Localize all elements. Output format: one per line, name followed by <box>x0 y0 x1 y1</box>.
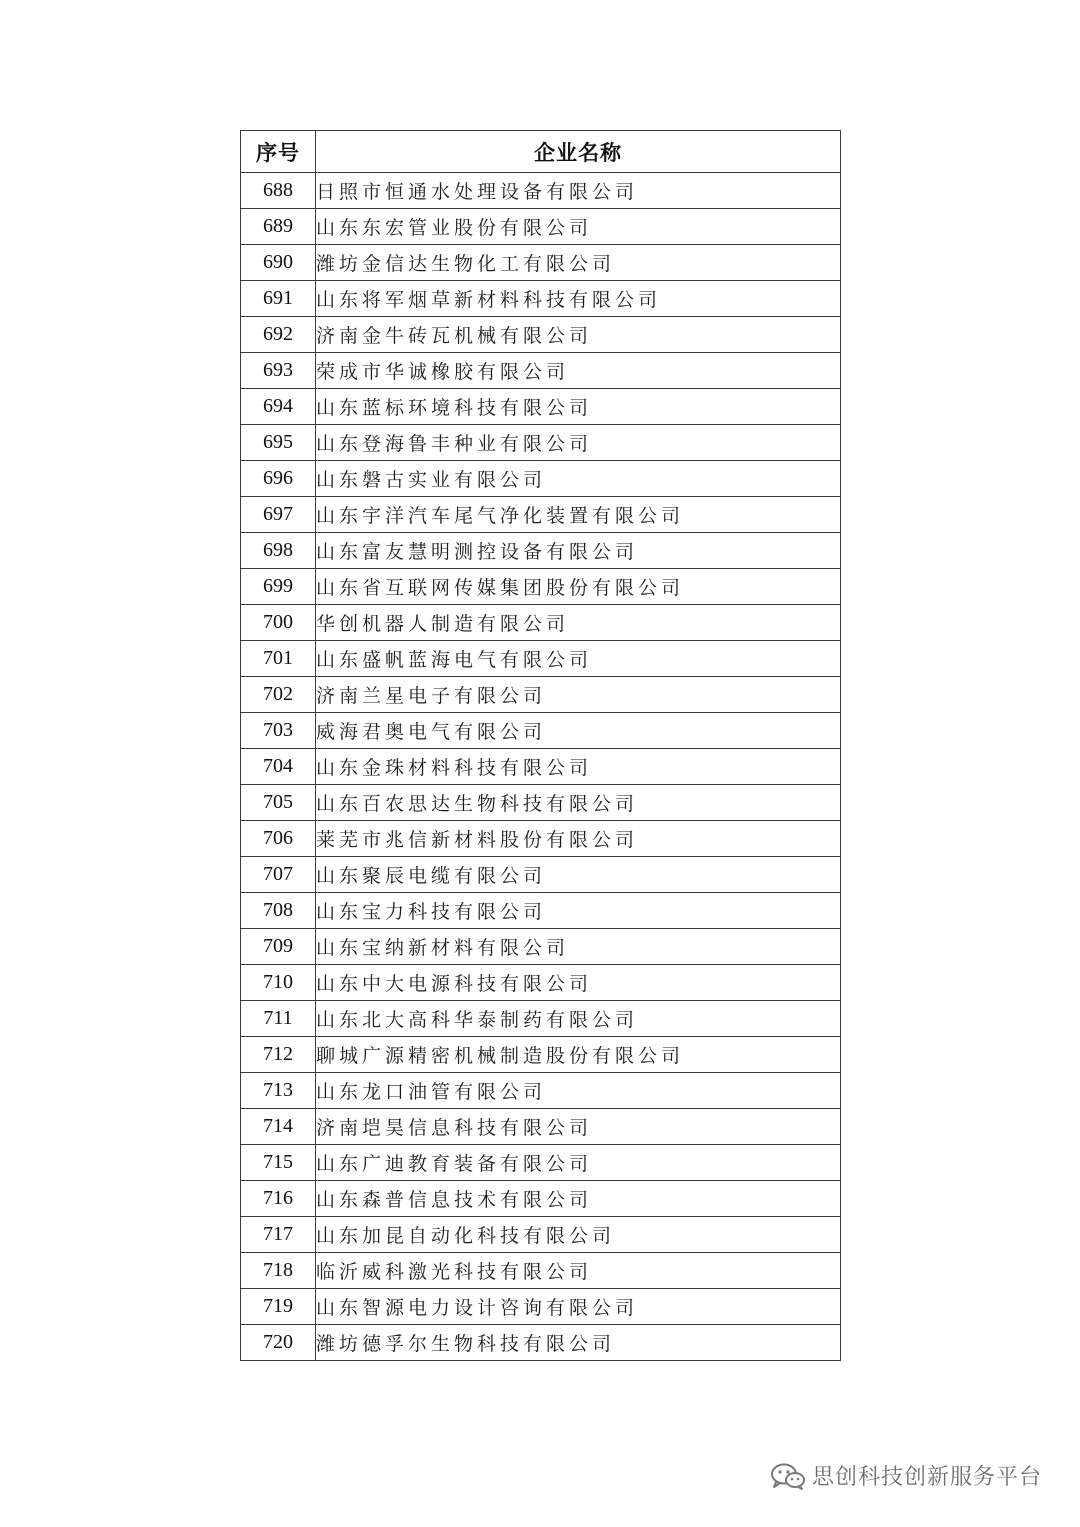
row-company-name: 日照市恒通水处理设备有限公司 <box>316 173 841 209</box>
table-row <box>241 821 841 857</box>
row-company-name: 潍坊金信达生物化工有限公司 <box>316 245 841 281</box>
row-index: 718 <box>241 1253 316 1289</box>
row-company-name: 山东磐古实业有限公司 <box>316 461 841 497</box>
table-row <box>241 497 841 533</box>
row-index: 715 <box>241 1145 316 1181</box>
table-row <box>241 353 841 389</box>
row-index: 689 <box>241 209 316 245</box>
table-row <box>241 281 841 317</box>
table-row <box>241 749 841 785</box>
row-company-name: 山东省互联网传媒集团股份有限公司 <box>316 569 841 605</box>
row-index: 695 <box>241 425 316 461</box>
table-row <box>241 857 841 893</box>
row-company-name: 威海君奥电气有限公司 <box>316 713 841 749</box>
row-index: 719 <box>241 1289 316 1325</box>
row-index: 701 <box>241 641 316 677</box>
table-row <box>241 677 841 713</box>
table-row <box>241 389 841 425</box>
table-row <box>241 713 841 749</box>
row-index: 688 <box>241 173 316 209</box>
row-company-name: 山东龙口油管有限公司 <box>316 1073 841 1109</box>
table-row <box>241 1109 841 1145</box>
row-index: 720 <box>241 1325 316 1361</box>
row-index: 700 <box>241 605 316 641</box>
table-row <box>241 893 841 929</box>
table-row <box>241 173 841 209</box>
watermark <box>770 1460 1042 1491</box>
table-row <box>241 1289 841 1325</box>
row-company-name: 山东宇洋汽车尾气净化装置有限公司 <box>316 497 841 533</box>
table-row <box>241 929 841 965</box>
row-index: 697 <box>241 497 316 533</box>
table-row <box>241 1037 841 1073</box>
row-index: 711 <box>241 1001 316 1037</box>
table-row <box>241 245 841 281</box>
table-row <box>241 569 841 605</box>
row-company-name: 山东将军烟草新材料科技有限公司 <box>316 281 841 317</box>
row-company-name: 山东智源电力设计咨询有限公司 <box>316 1289 841 1325</box>
row-index: 705 <box>241 785 316 821</box>
header-name: 企业名称 <box>316 131 841 173</box>
row-company-name: 山东北大高科华泰制药有限公司 <box>316 1001 841 1037</box>
row-index: 690 <box>241 245 316 281</box>
row-index: 708 <box>241 893 316 929</box>
row-index: 714 <box>241 1109 316 1145</box>
row-company-name: 山东宝力科技有限公司 <box>316 893 841 929</box>
table-row <box>241 209 841 245</box>
table-row <box>241 641 841 677</box>
row-company-name: 山东蓝标环境科技有限公司 <box>316 389 841 425</box>
row-company-name: 莱芜市兆信新材料股份有限公司 <box>316 821 841 857</box>
row-company-name: 济南垲昊信息科技有限公司 <box>316 1109 841 1145</box>
row-company-name: 山东中大电源科技有限公司 <box>316 965 841 1001</box>
row-company-name: 临沂威科激光科技有限公司 <box>316 1253 841 1289</box>
row-company-name: 山东加昆自动化科技有限公司 <box>316 1217 841 1253</box>
row-index: 698 <box>241 533 316 569</box>
row-index: 717 <box>241 1217 316 1253</box>
row-index: 696 <box>241 461 316 497</box>
table-header-row <box>241 131 841 173</box>
row-company-name: 山东东宏管业股份有限公司 <box>316 209 841 245</box>
table-row <box>241 1217 841 1253</box>
table-row <box>241 461 841 497</box>
row-company-name: 山东登海鲁丰种业有限公司 <box>316 425 841 461</box>
table-row <box>241 1253 841 1289</box>
row-company-name: 济南金牛砖瓦机械有限公司 <box>316 317 841 353</box>
row-company-name: 聊城广源精密机械制造股份有限公司 <box>316 1037 841 1073</box>
row-company-name: 山东宝纳新材料有限公司 <box>316 929 841 965</box>
table-row <box>241 1181 841 1217</box>
row-company-name: 山东广迪教育装备有限公司 <box>316 1145 841 1181</box>
row-index: 704 <box>241 749 316 785</box>
row-index: 709 <box>241 929 316 965</box>
table-row <box>241 317 841 353</box>
row-company-name: 山东百农思达生物科技有限公司 <box>316 785 841 821</box>
table-row <box>241 1073 841 1109</box>
row-company-name: 山东聚辰电缆有限公司 <box>316 857 841 893</box>
table-row <box>241 965 841 1001</box>
row-index: 706 <box>241 821 316 857</box>
row-index: 712 <box>241 1037 316 1073</box>
row-company-name: 山东盛帆蓝海电气有限公司 <box>316 641 841 677</box>
table-row <box>241 533 841 569</box>
row-index: 710 <box>241 965 316 1001</box>
row-company-name: 山东森普信息技术有限公司 <box>316 1181 841 1217</box>
row-index: 707 <box>241 857 316 893</box>
table-row <box>241 425 841 461</box>
row-index: 694 <box>241 389 316 425</box>
table-row <box>241 1325 841 1361</box>
row-index: 713 <box>241 1073 316 1109</box>
enterprise-table <box>240 130 841 1361</box>
wechat-icon <box>770 1462 806 1490</box>
row-index: 693 <box>241 353 316 389</box>
row-company-name: 济南兰星电子有限公司 <box>316 677 841 713</box>
row-company-name: 山东金珠材料科技有限公司 <box>316 749 841 785</box>
row-index: 702 <box>241 677 316 713</box>
table-row <box>241 1145 841 1181</box>
row-index: 692 <box>241 317 316 353</box>
row-index: 716 <box>241 1181 316 1217</box>
row-index: 703 <box>241 713 316 749</box>
row-company-name: 山东富友慧明测控设备有限公司 <box>316 533 841 569</box>
row-index: 691 <box>241 281 316 317</box>
row-index: 699 <box>241 569 316 605</box>
table-row <box>241 1001 841 1037</box>
row-company-name: 潍坊德孚尔生物科技有限公司 <box>316 1325 841 1361</box>
row-company-name: 荣成市华诚橡胶有限公司 <box>316 353 841 389</box>
row-company-name: 华创机器人制造有限公司 <box>316 605 841 641</box>
table-body <box>241 173 841 1361</box>
table-row <box>241 785 841 821</box>
watermark-text: 思创科技创新服务平台 <box>811 1465 1042 1490</box>
table-row <box>241 605 841 641</box>
header-index: 序号 <box>241 131 316 173</box>
